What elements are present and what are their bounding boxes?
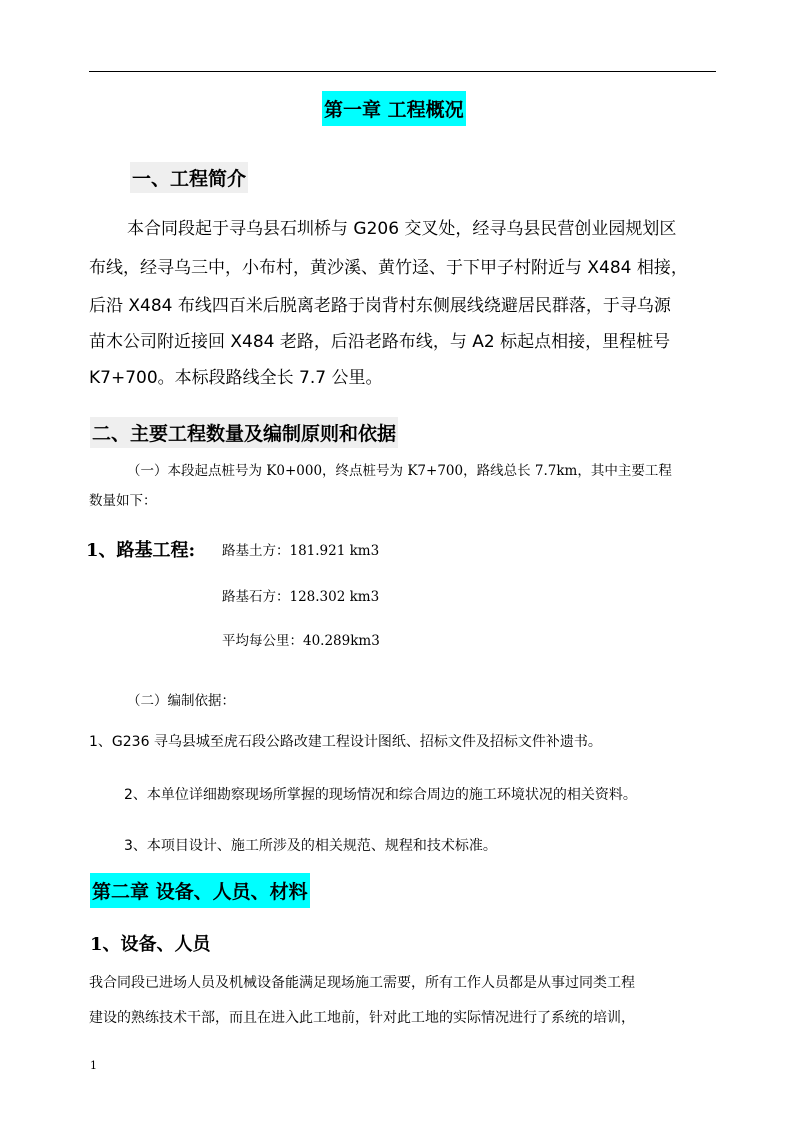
basis-item: 2、本单位详细勘察现场所掌握的现场情况和综合周边的施工环境状况的相关资料。 <box>124 787 637 803</box>
paragraph-line: 我合同段已进场人员及机械设备能满足现场施工需要，所有工作人员都是从事过同类工程 <box>89 975 635 991</box>
chapter-1-title: 第一章 工程概况 <box>322 91 466 126</box>
intro-line: （一）本段起点桩号为 K0+000，终点桩号为 K7+700，路线总长 7.7km，其中主要工程 <box>127 463 672 479</box>
roadbed-item: 路基石方：128.302 km3 <box>222 589 380 605</box>
basis-item: 1、G236 寻乌县城至虎石段公路改建工程设计图纸、招标文件及招标文件补遗书。 <box>89 734 602 750</box>
roadbed-item: 平均每公里：40.289km3 <box>222 633 380 649</box>
paragraph-line: 布线，经寻乌三中，小布村，黄沙溪、黄竹迳、于下甲子村附近与 X484 相接， <box>89 258 688 278</box>
basis-heading: （二）编制依据： <box>127 693 235 709</box>
page-number: 1 <box>90 1059 97 1072</box>
basis-item: 3、本项目设计、施工所涉及的相关规范、规程和技术标准。 <box>124 838 497 854</box>
paragraph-line: 本合同段起于寻乌县石圳桥与 G206 交叉处，经寻乌县民营创业园规划区 <box>127 219 677 239</box>
paragraph-line: 苗木公司附近接回 X484 老路，后沿老路布线，与 A2 标起点相接，里程桩号 <box>89 332 671 352</box>
paragraph-line: K7+700。本标段路线全长 7.7 公里。 <box>89 368 383 388</box>
intro-line: 数量如下： <box>89 493 157 509</box>
header-rule <box>89 71 716 72</box>
roadbed-item: 路基土方：181.921 km3 <box>222 543 380 559</box>
paragraph-line: 建设的熟练技术干部，而且在进入此工地前，针对此工地的实际情况进行了系统的培训， <box>89 1010 635 1026</box>
section-equipment-title: 1、设备、人员 <box>90 934 211 955</box>
section-quantities-title: 二、主要工程数量及编制原则和依据 <box>90 417 398 448</box>
section-overview-title: 一、工程简介 <box>130 162 248 193</box>
paragraph-line: 后沿 X484 布线四百米后脱离老路于岗背村东侧展线绕避居民群落，于寻乌源 <box>89 296 671 316</box>
roadbed-label: 1、路基工程: <box>86 540 196 561</box>
chapter-2-title: 第二章 设备、人员、材料 <box>90 873 310 908</box>
